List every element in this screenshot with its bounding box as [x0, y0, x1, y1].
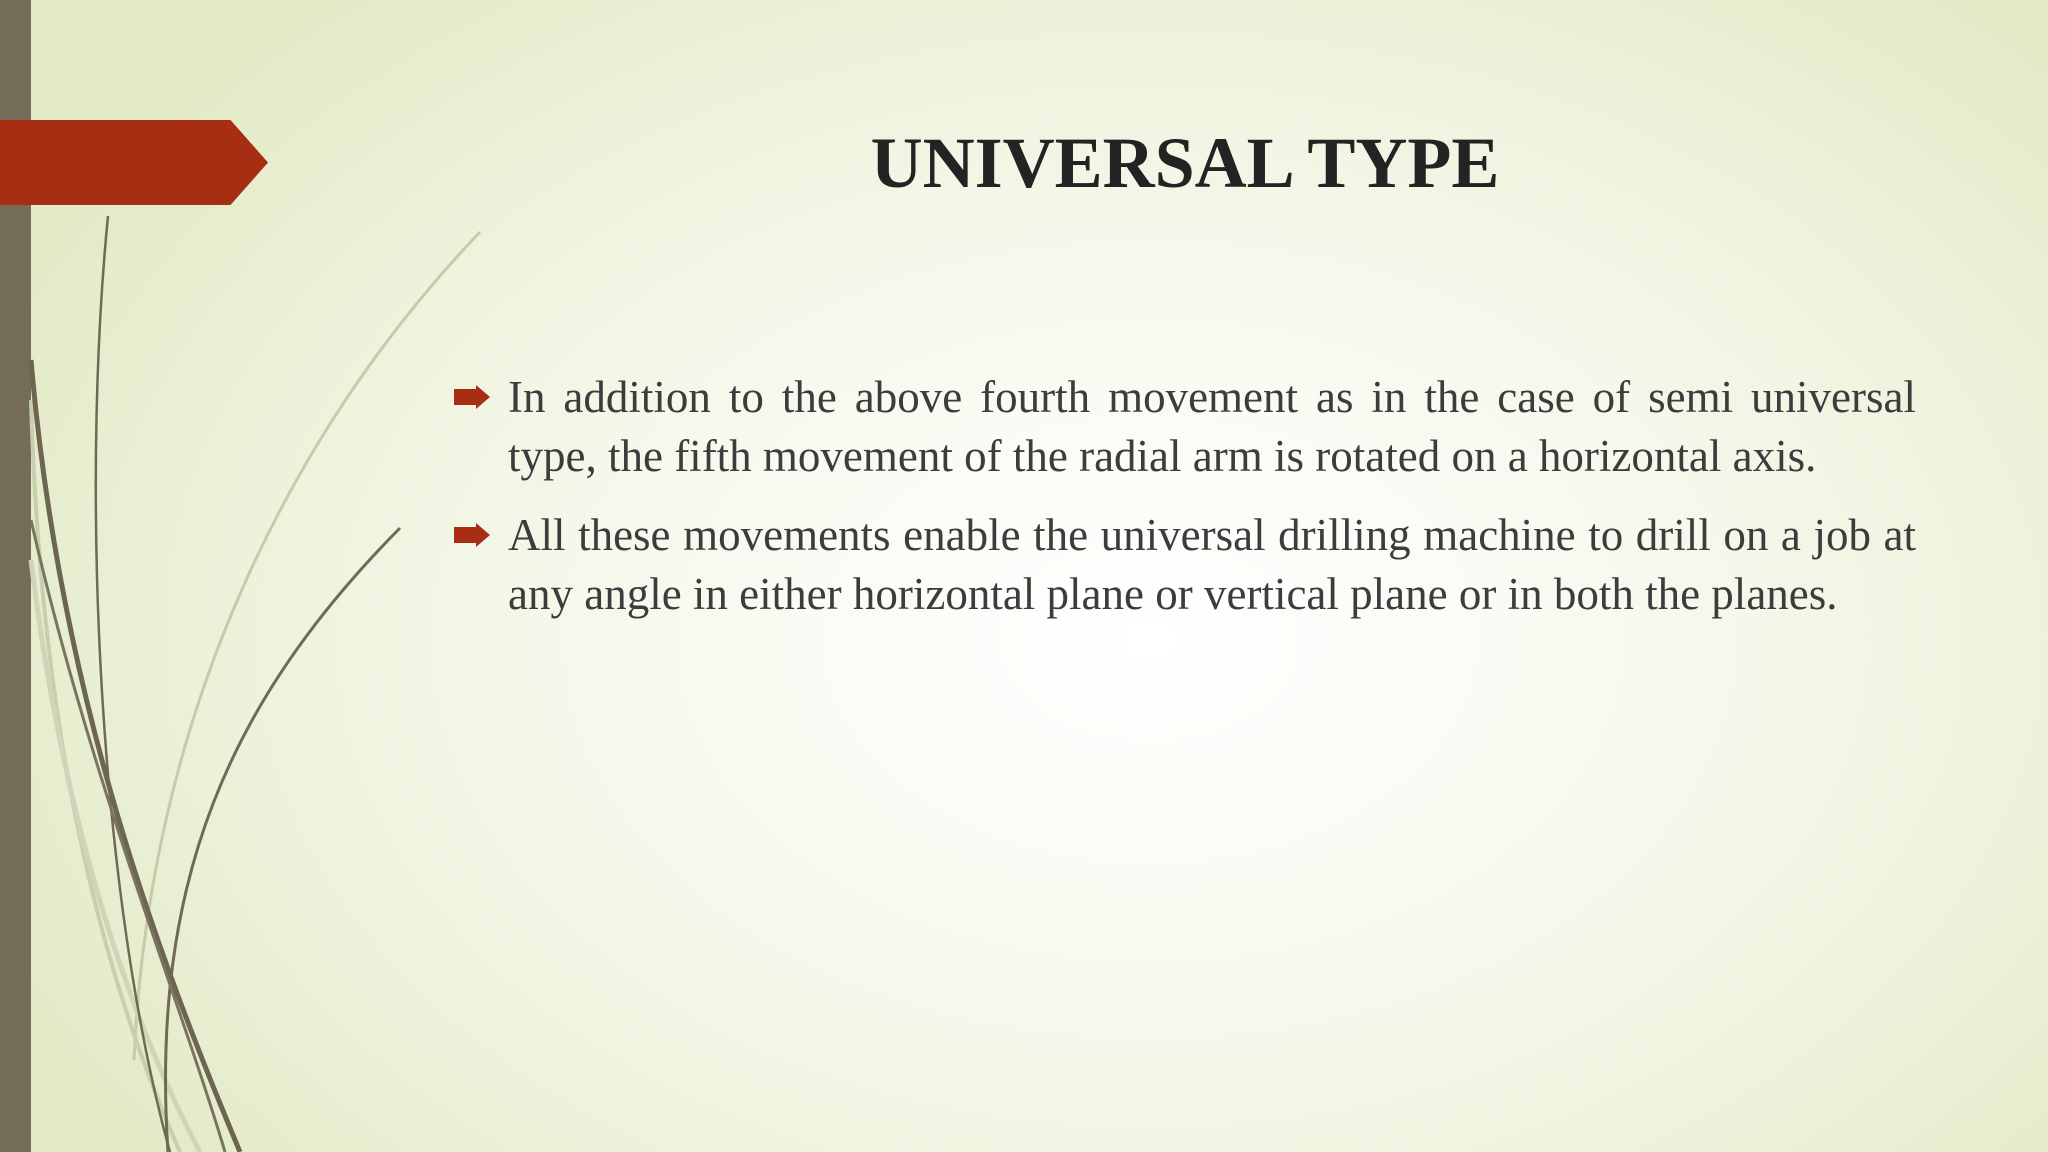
accent-arrow-tab — [0, 120, 268, 205]
arrow-right-icon — [454, 523, 490, 547]
bullet-item-2 — [450, 506, 1916, 624]
slide-title: UNIVERSAL TYPE — [870, 123, 1500, 203]
bullet-text-1: In addition to the above fourth movement as in the case of semi universal type, the fifth movement of the radial arm is rotated on a horizontal axis. — [508, 372, 1916, 481]
arrow-right-icon — [454, 385, 490, 409]
bullet-item-1 — [450, 368, 1916, 486]
bullet-text-2: All these movements enable the universal drilling machine to drill on a job at any angle in either horizontal plane or vertical plane or in both the planes. — [508, 510, 1916, 619]
bullet-list — [450, 368, 1916, 644]
